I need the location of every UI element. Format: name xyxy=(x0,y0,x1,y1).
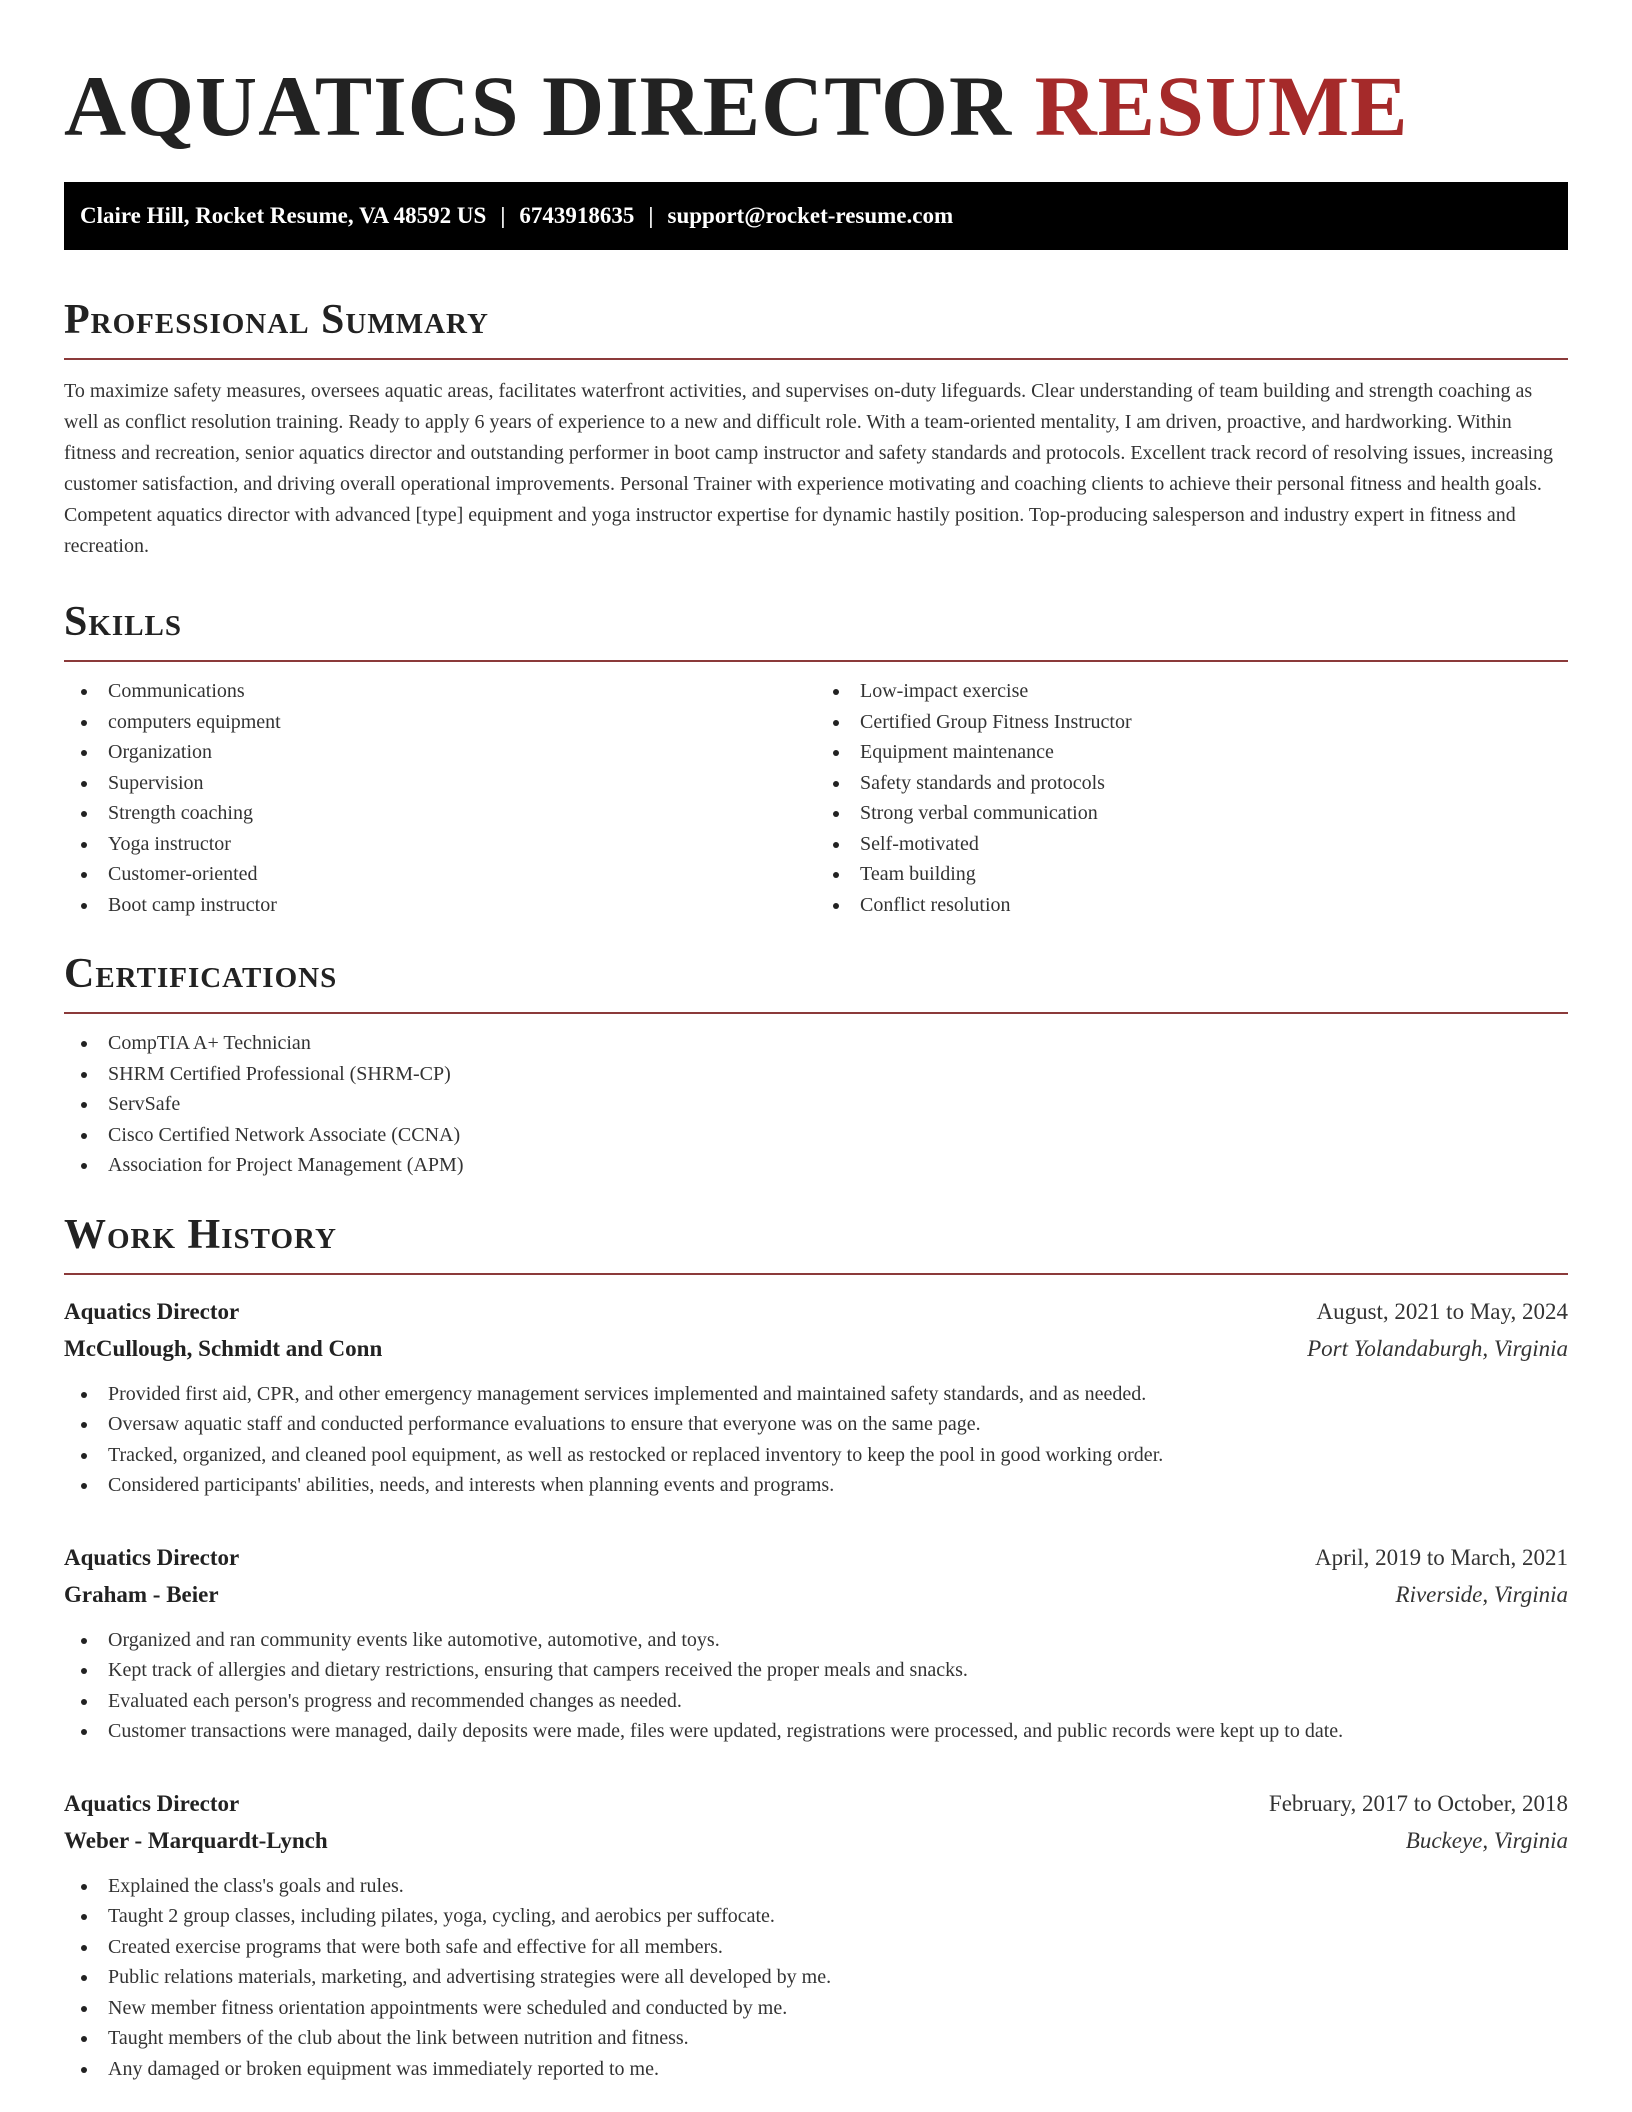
job-title: Aquatics Director xyxy=(64,1790,240,1816)
job-location: Port Yolandaburgh, Virginia xyxy=(1307,1335,1568,1361)
job-bullet: New member fitness orientation appointments were scheduled and conducted by me. xyxy=(64,1993,1568,2024)
skill-item: Boot camp instructor xyxy=(64,890,816,921)
job-bullet: Tracked, organized, and cleaned pool equipment, as well as restocked or replaced inventory to keep the pool in good working order. xyxy=(64,1440,1568,1471)
certification-item: ServSafe xyxy=(64,1089,1568,1120)
certification-item: Cisco Certified Network Associate (CCNA) xyxy=(64,1120,1568,1151)
summary-text: To maximize safety measures, oversees aquatic areas, facilitates waterfront activities, and supervises on-duty lifeguards. Clear understanding of team building and strength coaching as well as conflict resolution training. Ready to apply 6 years of experience to a new and difficult role. With a team-oriented mentality, I am driven, proactive, and hardworking. Within fitness and recreation, senior aquatics director and outstanding performer in boot camp instructor and safety standards and protocols. Excellent track record of resolving issues, increasing customer satisfaction, and driving overall operational improvements. Personal Trainer with experience motivating and coaching clients to achieve their personal fitness and health goals. Competent aquatics director with advanced [type] equipment and yoga instructor expertise for dynamic hastily position. Top-producing salesperson and industry expert in fitness and recreation. xyxy=(64,380,1553,557)
job-bullet: Customer transactions were managed, daily deposits were made, files were updated, registrations were processed, and public records were kept up to date. xyxy=(64,1716,1568,1747)
job-company-row xyxy=(64,1822,1568,1859)
section-divider xyxy=(64,358,1568,360)
job-header-row xyxy=(64,1785,1568,1822)
job-bullet: Kept track of allergies and dietary restrictions, ensuring that campers received the proper meals and snacks. xyxy=(64,1655,1568,1686)
jobs-list xyxy=(64,1293,1568,2085)
work-history-heading: Work History xyxy=(64,1211,337,1258)
contact-name-address: Claire Hill, Rocket Resume, VA 48592 US xyxy=(80,203,487,228)
job-company: Weber - Marquardt-Lynch xyxy=(64,1827,328,1853)
job-company-row xyxy=(64,1330,1568,1367)
job-bullet: Created exercise programs that were both safe and effective for all members. xyxy=(64,1932,1568,1963)
skill-item: Customer-oriented xyxy=(64,859,816,890)
job-responsibilities xyxy=(64,1625,1568,1747)
job-entry xyxy=(64,1539,1568,1747)
job-header-row xyxy=(64,1293,1568,1330)
skill-item: Equipment maintenance xyxy=(816,737,1568,768)
skill-item: Yoga instructor xyxy=(64,829,816,860)
job-bullet: Taught members of the club about the link between nutrition and fitness. xyxy=(64,2023,1568,2054)
job-company: McCullough, Schmidt and Conn xyxy=(64,1335,383,1361)
resume-title xyxy=(64,56,1568,156)
contact-separator: | xyxy=(500,203,506,228)
job-entry xyxy=(64,1293,1568,1501)
job-header-row xyxy=(64,1539,1568,1576)
contact-separator: | xyxy=(648,203,654,228)
job-entry xyxy=(64,1785,1568,2085)
job-title: Aquatics Director xyxy=(64,1544,240,1570)
job-bullet: Public relations materials, marketing, and advertising strategies were all developed by me. xyxy=(64,1962,1568,1993)
certifications-list xyxy=(64,1028,1568,1181)
skill-item: computers equipment xyxy=(64,707,816,738)
certifications-section xyxy=(64,950,1568,1181)
skills-column-left xyxy=(64,662,816,920)
skills-heading: Skills xyxy=(64,599,183,645)
contact-bar xyxy=(64,182,1568,250)
skills-columns xyxy=(64,662,1568,920)
job-company-row xyxy=(64,1576,1568,1613)
skill-item: Strong verbal communication xyxy=(816,798,1568,829)
skill-item: Self-motivated xyxy=(816,829,1568,860)
skill-item: Team building xyxy=(816,859,1568,890)
resume-title-accent: RESUME xyxy=(1034,58,1409,154)
job-bullet: Any damaged or broken equipment was immediately reported to me. xyxy=(64,2054,1568,2085)
job-title: Aquatics Director xyxy=(64,1298,240,1324)
summary-heading: Professional Summary xyxy=(64,297,489,343)
section-divider xyxy=(64,1012,1568,1014)
job-bullet: Provided first aid, CPR, and other emergency management services implemented and maintained safety standards, and as needed. xyxy=(64,1379,1568,1410)
job-responsibilities xyxy=(64,1871,1568,2085)
contact-email: support@rocket-resume.com xyxy=(667,203,954,228)
skill-item: Strength coaching xyxy=(64,798,816,829)
skills-list-right xyxy=(816,676,1568,920)
skills-list-left xyxy=(64,676,816,920)
resume-page xyxy=(64,0,1568,2084)
job-bullet: Considered participants' abilities, needs, and interests when planning events and programs. xyxy=(64,1470,1568,1501)
job-responsibilities xyxy=(64,1379,1568,1501)
certification-item: Association for Project Management (APM) xyxy=(64,1150,1568,1181)
skill-item: Supervision xyxy=(64,768,816,799)
skills-column-right xyxy=(816,662,1568,920)
contact-phone: 6743918635 xyxy=(519,203,635,228)
summary-section xyxy=(64,296,1568,562)
job-bullet: Oversaw aquatic staff and conducted performance evaluations to ensure that everyone was on the same page. xyxy=(64,1409,1568,1440)
skill-item: Low-impact exercise xyxy=(816,676,1568,707)
certification-item: SHRM Certified Professional (SHRM-CP) xyxy=(64,1059,1568,1090)
certification-item: CompTIA A+ Technician xyxy=(64,1028,1568,1059)
section-divider xyxy=(64,1273,1568,1275)
job-dates: August, 2021 to May, 2024 xyxy=(1316,1298,1568,1324)
job-location: Riverside, Virginia xyxy=(1395,1581,1568,1607)
job-dates: April, 2019 to March, 2021 xyxy=(1315,1544,1568,1570)
certifications-heading: Certifications xyxy=(64,951,338,997)
skill-item: Communications xyxy=(64,676,816,707)
work-history-section xyxy=(64,1211,1568,2085)
skill-item: Conflict resolution xyxy=(816,890,1568,921)
job-location: Buckeye, Virginia xyxy=(1405,1827,1568,1853)
skill-item: Certified Group Fitness Instructor xyxy=(816,707,1568,738)
skill-item: Organization xyxy=(64,737,816,768)
skill-item: Safety standards and protocols xyxy=(816,768,1568,799)
job-bullet: Organized and ran community events like automotive, automotive, and toys. xyxy=(64,1625,1568,1656)
skills-section xyxy=(64,598,1568,920)
job-bullet: Evaluated each person's progress and recommended changes as needed. xyxy=(64,1686,1568,1717)
job-bullet: Explained the class's goals and rules. xyxy=(64,1871,1568,1902)
job-dates: February, 2017 to October, 2018 xyxy=(1268,1790,1568,1816)
resume-title-main: AQUATICS DIRECTOR xyxy=(64,58,1013,154)
job-bullet: Taught 2 group classes, including pilates, yoga, cycling, and aerobics per suffocate. xyxy=(64,1901,1568,1932)
job-company: Graham - Beier xyxy=(64,1581,219,1607)
